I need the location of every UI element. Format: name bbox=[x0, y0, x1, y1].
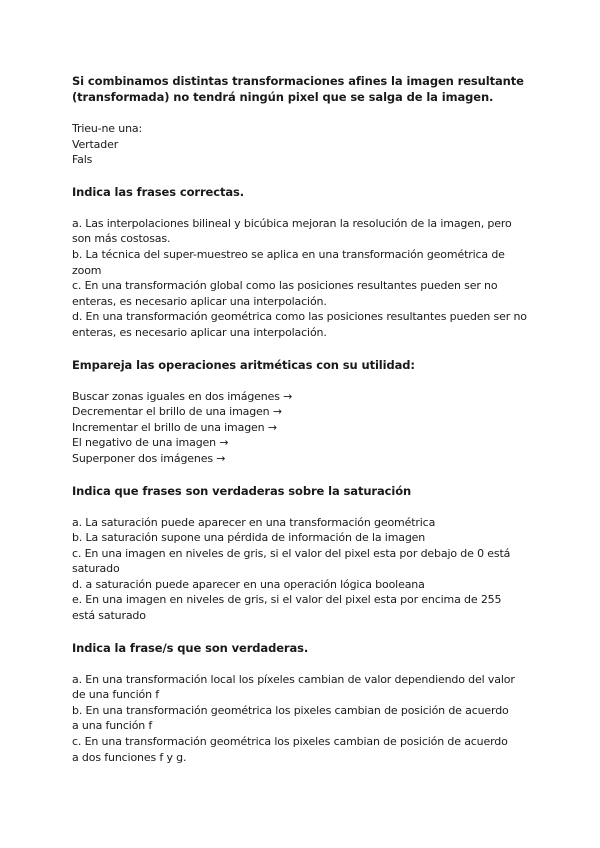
question-3-line: El negativo de una imagen → bbox=[72, 436, 229, 450]
question-4-line: está saturado bbox=[72, 609, 146, 623]
question-1-title-line-1: Si combinamos distintas transformaciones afines la imagen resultante bbox=[72, 74, 524, 88]
question-5-line: c. En una transformación geométrica los pixeles cambian de posición de acuerdo bbox=[72, 735, 508, 749]
question-2-line: b. La técnica del super-muestreo se aplica en una transformación geométrica de bbox=[72, 247, 505, 261]
question-1 bbox=[72, 73, 532, 168]
question-2-line: d. En una transformación geométrica como las posiciones resultantes pueden ser no bbox=[72, 310, 527, 324]
question-5-line: a una función f bbox=[72, 719, 153, 733]
question-5-line: de una función f bbox=[72, 688, 160, 702]
question-4-line: c. En una imagen en niveles de gris, si el valor del pixel esta por debajo de 0 está bbox=[72, 546, 511, 560]
question-3-line: Buscar zonas iguales en dos imágenes → bbox=[72, 389, 293, 403]
document-page bbox=[72, 73, 532, 765]
question-3-line: Superponer dos imágenes → bbox=[72, 451, 226, 465]
question-3 bbox=[72, 357, 532, 467]
question-1-option-true: Vertader bbox=[72, 137, 119, 151]
question-2-line: enteras, es necesario aplicar una interpolación. bbox=[72, 325, 327, 339]
question-3-line: Incrementar el brillo de una imagen → bbox=[72, 420, 277, 434]
question-4-line: saturado bbox=[72, 562, 120, 576]
question-4-line: b. La saturación supone una pérdida de información de la imagen bbox=[72, 531, 426, 545]
question-4 bbox=[72, 483, 532, 624]
question-5-line: a dos funciones f y g. bbox=[72, 750, 187, 764]
question-1-prompt: Trieu-ne una: bbox=[72, 122, 143, 135]
question-2-line: a. Las interpolaciones bilineal y bicúbica mejoran la resolución de la imagen, pero bbox=[72, 216, 512, 230]
question-5 bbox=[72, 640, 532, 766]
question-5-line: a. En una transformación local los píxeles cambian de valor dependiendo del valor bbox=[72, 672, 515, 686]
question-2-title: Indica las frases correctas. bbox=[72, 184, 245, 199]
question-2-line: son más costosas. bbox=[72, 232, 171, 246]
question-2-line: zoom bbox=[72, 263, 102, 277]
question-4-title: Indica que frases son verdaderas sobre la saturación bbox=[72, 483, 412, 498]
question-1-option-false: Fals bbox=[72, 153, 93, 167]
question-2-line: c. En una transformación global como las posiciones resultantes pueden ser no bbox=[72, 279, 498, 293]
question-2 bbox=[72, 184, 532, 341]
question-3-title: Empareja las operaciones aritméticas con su utilidad: bbox=[72, 357, 415, 372]
question-2-line: enteras, es necesario aplicar una interpolación. bbox=[72, 294, 327, 308]
question-4-line: d. a saturación puede aparecer en una operación lógica booleana bbox=[72, 577, 425, 591]
question-5-title: Indica la frase/s que son verdaderas. bbox=[72, 640, 309, 655]
question-5-line: b. En una transformación geométrica los pixeles cambian de posición de acuerdo bbox=[72, 703, 509, 717]
question-1-title-line-2: (transformada) no tendrá ningún pixel que se salga de la imagen. bbox=[72, 90, 494, 104]
question-3-line: Decrementar el brillo de una imagen → bbox=[72, 405, 282, 419]
question-4-line: e. En una imagen en niveles de gris, si el valor del pixel esta por encima de 255 bbox=[72, 593, 502, 607]
question-4-line: a. La saturación puede aparecer en una transformación geométrica bbox=[72, 515, 436, 529]
